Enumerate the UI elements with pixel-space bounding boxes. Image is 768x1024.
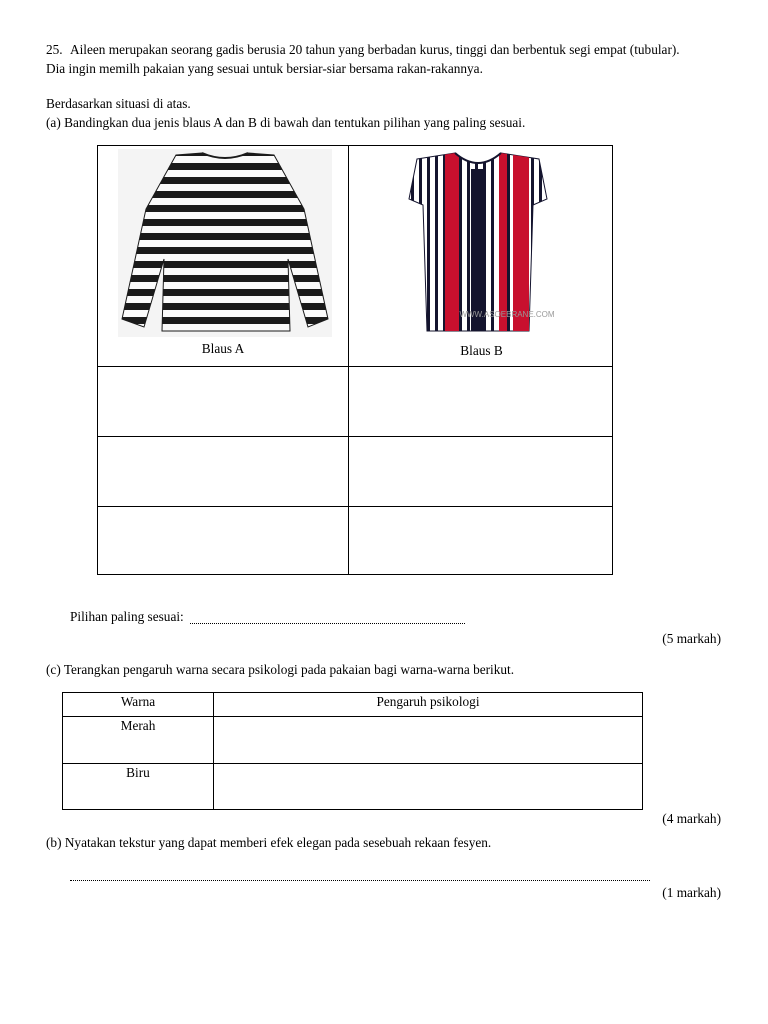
answer-cell-a-3[interactable]: [98, 507, 348, 574]
part-a-prompt: (a) Bandingkan dua jenis blaus A dan B di bawah dan tentukan pilihan yang paling sesuai.: [46, 115, 526, 130]
part-b-prompt: (b) Nyatakan tekstur yang dapat memberi efek elegan pada sesebuah rekaan fesyen.: [46, 835, 492, 850]
part-c-marks: (4 markah): [662, 811, 721, 826]
header-pengaruh: Pengaruh psikologi: [376, 694, 480, 709]
blouse-a-label: Blaus A: [201, 341, 245, 356]
answer-cell-b-2[interactable]: [349, 437, 612, 506]
header-warna: Warna: [120, 694, 156, 709]
row-label-merah: Merah: [120, 718, 156, 733]
blouse-comparison-table: [97, 145, 613, 575]
part-b-marks: (1 markah): [662, 885, 721, 900]
blouse-b-image: [395, 149, 561, 335]
color-psychology-table: [62, 692, 643, 810]
answer-cell-b-1[interactable]: [349, 367, 612, 436]
situation-text: Berdasarkan situasi di atas.: [46, 96, 191, 111]
part-a-marks: (5 markah): [662, 631, 721, 646]
question-line-2: Dia ingin memilh pakaian yang sesuai untuk bersiar-siar bersama rakan-rakannya.: [46, 61, 483, 76]
row-label-biru: Biru: [126, 765, 150, 780]
choice-answer-line[interactable]: [190, 622, 465, 624]
question-line-1: Aileen merupakan seorang gadis berusia 20 tahun yang berbadan kurus, tinggi dan berbentuk segi empat (tubular).: [70, 42, 680, 57]
image-watermark: WWW.ASOEBRANE.COM: [459, 310, 555, 319]
question-number: 25.: [46, 42, 63, 57]
part-c-prompt: (c) Terangkan pengaruh warna secara psikologi pada pakaian bagi warna-warna berikut.: [46, 662, 515, 677]
answer-cell-merah[interactable]: [214, 717, 642, 763]
part-b-answer-line[interactable]: [70, 879, 650, 881]
blouse-a-image: [118, 149, 332, 337]
answer-cell-b-3[interactable]: [349, 507, 612, 574]
answer-cell-a-2[interactable]: [98, 437, 348, 506]
answer-cell-biru[interactable]: [214, 764, 642, 809]
choice-label: Pilihan paling sesuai:: [70, 609, 184, 624]
answer-cell-a-1[interactable]: [98, 367, 348, 436]
blouse-b-label: Blaus B: [460, 343, 503, 358]
